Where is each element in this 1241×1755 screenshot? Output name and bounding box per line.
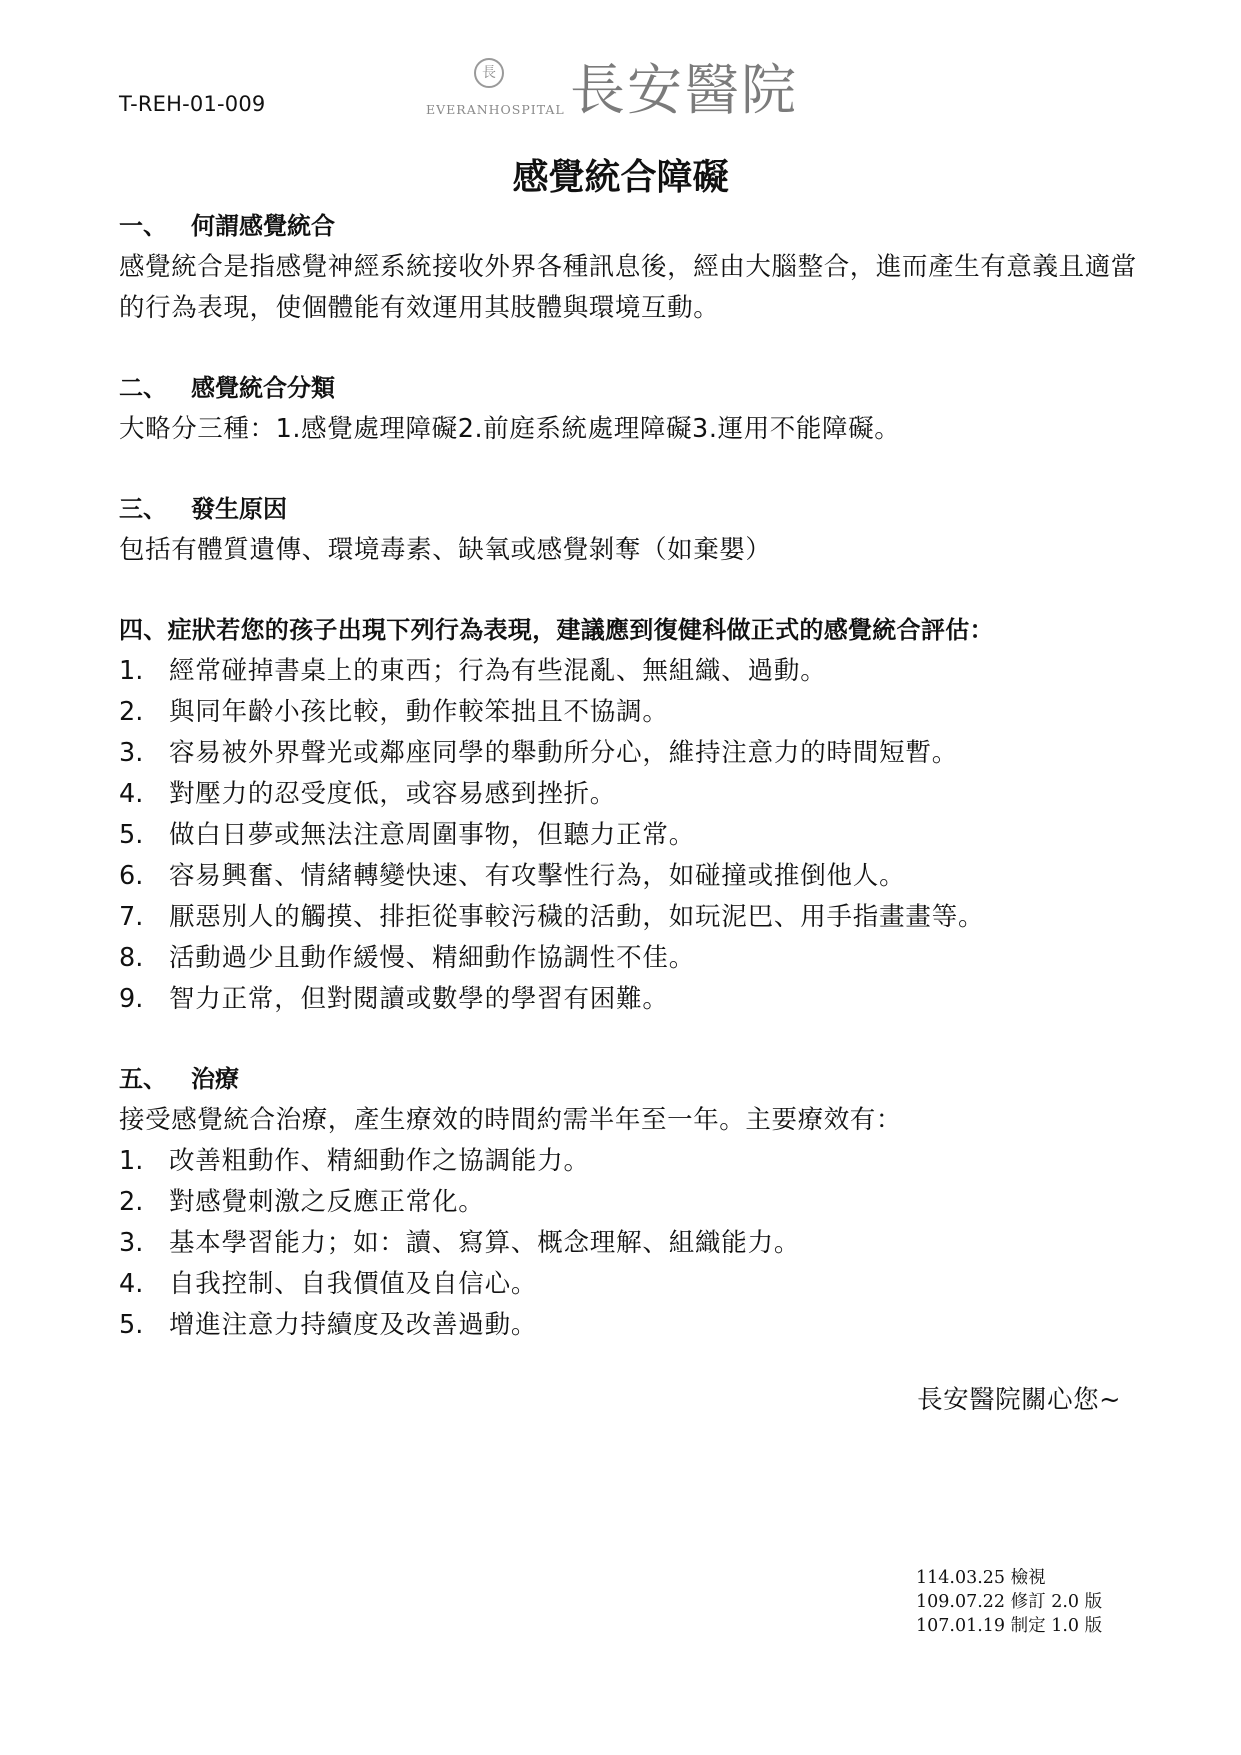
list-marker: 7. [119, 902, 144, 932]
section-paragraph: 接受感覺統合治療，產生療效的時間約需半年至一年。主要療效有： [119, 1105, 903, 1135]
symptom-list [119, 651, 1139, 1020]
section-paragraph: 感覺統合是指感覺神經系統接收外界各種訊息後，經由大腦整合，進而產生有意義且適當的行為表現，使個體能有效運用其肢體與環境互動。 [119, 252, 1137, 323]
list-item [119, 651, 1139, 692]
revision-line: 114.03.25 檢視 [916, 1568, 1046, 1588]
list-marker: 5. [119, 1310, 144, 1340]
list-marker: 5. [119, 820, 144, 850]
list-marker: 1. [119, 1146, 144, 1176]
list-item-text: 與同年齡小孩比較，動作較笨拙且不協調。 [169, 697, 669, 727]
list-item [119, 1182, 1139, 1223]
section-heading-text: 感覺統合分類 [191, 374, 335, 402]
section-symptoms [119, 610, 1139, 1020]
list-marker: 4. [119, 1269, 144, 1299]
section-number: 五、 [119, 1065, 167, 1093]
revision-history [916, 1566, 1102, 1638]
section-paragraph: 大略分三種：1.感覺處理障礙2.前庭系統處理障礙3.運用不能障礙。 [119, 414, 901, 444]
section-number: 三、 [119, 495, 167, 523]
list-item [119, 938, 1139, 979]
logo-english-name: EVERANHOSPITAL [426, 102, 565, 117]
section-causes [119, 489, 1139, 571]
section-heading: 四、症狀若您的孩子出現下列行為表現，建議應到復健科做正式的感覺統合評估： [119, 616, 994, 644]
section-heading-text: 發生原因 [191, 495, 287, 523]
list-item [119, 733, 1139, 774]
list-item-text: 對壓力的忍受度低，或容易感到挫折。 [169, 779, 617, 809]
list-marker: 3. [119, 1228, 144, 1258]
list-marker: 2. [119, 1187, 144, 1217]
list-marker: 2. [119, 697, 144, 727]
section-treatment [119, 1059, 1139, 1346]
section-heading-text: 何謂感覺統合 [191, 212, 335, 240]
list-item-text: 智力正常，但對閱讀或數學的學習有困難。 [169, 984, 669, 1014]
section-heading [119, 1059, 1139, 1100]
hospital-emblem-icon: 長 [474, 58, 504, 88]
section-classification [119, 368, 1139, 450]
section-definition [119, 206, 1139, 329]
logo-chinese-name: 長安醫院 [570, 58, 799, 122]
document-code: T-REH-01-009 [119, 92, 266, 116]
list-item [119, 979, 1139, 1020]
list-item-text: 對感覺刺激之反應正常化。 [169, 1187, 485, 1217]
revision-line: 109.07.22 修訂 2.0 版 [916, 1592, 1103, 1612]
section-heading [119, 489, 1139, 530]
treatment-list [119, 1141, 1139, 1346]
list-marker: 9. [119, 984, 144, 1014]
list-item-text: 經常碰掉書桌上的東西；行為有些混亂、無組織、過動。 [169, 656, 827, 686]
document-content [119, 206, 1139, 1346]
list-item-text: 基本學習能力；如：讀、寫算、概念理解、組織能力。 [169, 1228, 801, 1258]
list-item-text: 容易被外界聲光或鄰座同學的舉動所分心，維持注意力的時間短暫。 [169, 738, 959, 768]
list-marker: 1. [119, 656, 144, 686]
list-item [119, 1305, 1139, 1346]
list-item-text: 容易興奮、情緒轉變快速、有攻擊性行為，如碰撞或推倒他人。 [169, 861, 906, 891]
list-item [119, 692, 1139, 733]
section-heading-text: 治療 [191, 1065, 239, 1093]
list-item [119, 897, 1139, 938]
list-marker: 8. [119, 943, 144, 973]
list-item-text: 自我控制、自我價值及自信心。 [169, 1269, 538, 1299]
list-item-text: 厭惡別人的觸摸、排拒從事較污穢的活動，如玩泥巴、用手指畫畫等。 [169, 902, 985, 932]
page-title: 感覺統合障礙 [512, 157, 729, 198]
section-heading [119, 368, 1139, 409]
list-item [119, 1264, 1139, 1305]
section-paragraph: 包括有體質遺傳、環境毒素、缺氧或感覺剝奪（如棄嬰） [119, 535, 772, 565]
list-marker: 6. [119, 861, 144, 891]
list-item-text: 改善粗動作、精細動作之協調能力。 [169, 1146, 590, 1176]
section-number: 二、 [119, 374, 167, 402]
list-item-text: 做白日夢或無法注意周圍事物，但聽力正常。 [169, 820, 696, 850]
closing-message: 長安醫院關心您~ [917, 1385, 1121, 1415]
list-item [119, 1223, 1139, 1264]
list-item [119, 815, 1139, 856]
list-item [119, 774, 1139, 815]
list-item [119, 856, 1139, 897]
list-marker: 3. [119, 738, 144, 768]
list-item-text: 活動過少且動作緩慢、精細動作協調性不佳。 [169, 943, 696, 973]
list-item-text: 增進注意力持續度及改善過動。 [169, 1310, 538, 1340]
hospital-logo [426, 58, 826, 124]
revision-line: 107.01.19 制定 1.0 版 [916, 1616, 1103, 1636]
section-heading [119, 206, 1139, 247]
section-number: 一、 [119, 212, 167, 240]
list-item [119, 1141, 1139, 1182]
list-marker: 4. [119, 779, 144, 809]
